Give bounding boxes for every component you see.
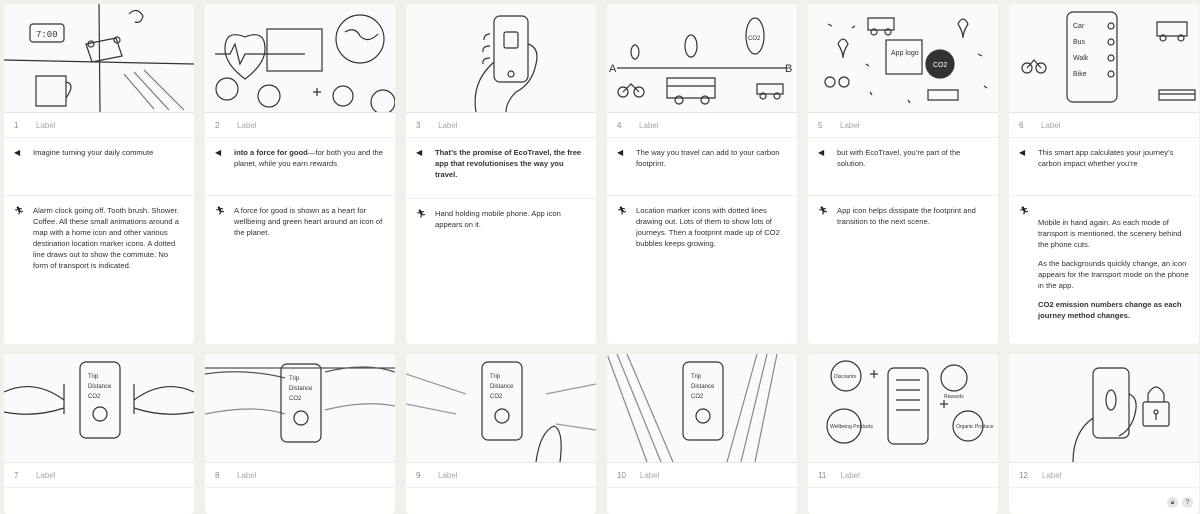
sketch-phone-rewards	[808, 354, 998, 462]
speaker-icon: ◀	[14, 148, 21, 157]
panel-label-row[interactable]	[4, 113, 194, 138]
panel-label[interactable]: Label	[1041, 120, 1061, 130]
panel-label[interactable]: Label	[639, 470, 660, 480]
sketch-logo-text: App logo	[891, 50, 919, 57]
panel-11[interactable]	[808, 354, 998, 514]
sketch-reward-text: Rewards	[944, 394, 964, 400]
panel-label-row[interactable]	[205, 463, 395, 488]
panel-sketch[interactable]	[607, 4, 797, 113]
sketch-footprints-a-to-b	[607, 4, 797, 112]
voiceover-bold-text: into a force for good	[234, 148, 308, 157]
panel-sketch[interactable]	[205, 4, 395, 113]
sketch-reward-text: Organic Produce	[956, 424, 994, 430]
speaker-icon: ◀	[617, 148, 624, 157]
action-text: Mobile in hand again. As each mode of transport is mentioned, the scenery behind the phone cuts.	[1038, 218, 1182, 249]
action-text: As the backgrounds quickly change, an icon appears for the transport mode on the phone in the app.	[1038, 259, 1189, 290]
sketch-car-text: Car	[1073, 23, 1085, 30]
sketch-app-logo-co2	[808, 4, 998, 112]
running-figure-icon: 🏃︎	[416, 209, 427, 218]
panel-8[interactable]	[205, 354, 395, 514]
help-icon[interactable]: ?	[1182, 497, 1193, 508]
panel-label-row[interactable]	[406, 463, 596, 488]
action-section[interactable]	[607, 196, 797, 267]
panel-label[interactable]: Label	[438, 120, 458, 130]
action-text: A force for good is shown as a heart for wellbeing and green heart around an icon of the planet.	[234, 206, 383, 237]
sketch-alarm-clock-coffee-map	[4, 4, 194, 112]
sketch-distance-text: Distance	[490, 384, 514, 390]
running-figure-icon: 🏃︎	[617, 206, 628, 215]
panel-sketch[interactable]	[406, 354, 596, 463]
panel-number: 4	[617, 120, 622, 130]
sketch-distance-text: Distance	[289, 386, 313, 392]
speaker-icon: ◀	[818, 148, 825, 157]
panel-1[interactable]	[4, 4, 194, 344]
sketch-distance-text: Distance	[691, 384, 715, 390]
panel-number: 3	[416, 120, 421, 130]
speaker-icon: ◀	[416, 148, 423, 157]
panel-label[interactable]: Label	[237, 120, 257, 130]
voiceover-section[interactable]	[1009, 138, 1199, 196]
action-section[interactable]	[406, 199, 596, 248]
panel-label-row[interactable]	[1009, 463, 1199, 488]
panel-sketch[interactable]	[4, 4, 194, 113]
panel-2[interactable]	[205, 4, 395, 344]
sketch-hand-holding-phone	[406, 4, 596, 112]
sketch-bike-text: Bike	[1073, 71, 1087, 78]
storyboard-grid	[4, 4, 1199, 514]
speaker-icon: ◀	[215, 148, 222, 157]
panel-sketch[interactable]	[4, 354, 194, 463]
sketch-co2-text: CO2	[289, 396, 302, 402]
action-text: Hand holding mobile phone. App icon appears on it.	[435, 209, 561, 229]
voiceover-text	[234, 147, 385, 169]
voiceover-section[interactable]	[406, 138, 596, 199]
action-text: Alarm clock going off. Tooth brush. Shower. Coffee. All these small animations around a map with a home icon and other various destination location marker icons. A dotted line draws out to show the commute. No form of transport is indicated.	[33, 206, 179, 270]
panel-label-row[interactable]	[808, 113, 998, 138]
panel-sketch[interactable]	[808, 4, 998, 113]
sketch-trip-text: Trip	[88, 374, 99, 380]
sketch-trip-text: Trip	[289, 376, 300, 382]
panel-sketch[interactable]	[1009, 4, 1199, 113]
action-bold-text: CO2 emission numbers change as each journey method changes.	[1038, 300, 1182, 320]
panel-number: 6	[1019, 120, 1024, 130]
sketch-heart-planet-rewards	[205, 4, 395, 112]
panel-label[interactable]: Label	[36, 470, 56, 480]
voiceover-rest-text: —for both you and the planet, while you earn rewards	[234, 148, 383, 168]
panel-label[interactable]: Label	[639, 120, 659, 130]
panel-3[interactable]	[406, 4, 596, 344]
sketch-trip-text: Trip	[691, 374, 702, 380]
sketch-distance-text: Distance	[88, 384, 112, 390]
panel-4[interactable]	[607, 4, 797, 344]
panel-number: 12	[1019, 470, 1028, 480]
sketch-co2-text: CO2	[933, 62, 948, 69]
sketch-phone-transport-modes	[1009, 4, 1199, 112]
panel-label-row[interactable]	[808, 463, 998, 488]
speaker-icon: ◀	[1019, 148, 1026, 157]
lock-icon[interactable]: 🔒︎	[1167, 497, 1178, 508]
action-section[interactable]	[1009, 196, 1199, 339]
panel-label-row[interactable]	[406, 113, 596, 138]
panel-9[interactable]	[406, 354, 596, 514]
panel-label-row[interactable]	[4, 463, 194, 488]
action-section[interactable]	[808, 196, 998, 245]
panel-7[interactable]	[4, 354, 194, 514]
voiceover-text: The way you travel can add to your carbon footprint.	[636, 148, 780, 168]
sketch-reward-text: Wellbeing Products	[830, 424, 873, 430]
action-text: App icon helps dissipate the footprint and transition to the next scene.	[837, 206, 976, 226]
panel-label[interactable]: Label	[36, 120, 56, 130]
panel-number: 2	[215, 120, 220, 130]
running-figure-icon: 🏃︎	[14, 206, 25, 215]
sketch-phone-lock	[1009, 354, 1199, 462]
sketch-co2-text: CO2	[691, 394, 704, 400]
panel-sketch[interactable]	[406, 4, 596, 113]
voiceover-text: but with EcoTravel, you’re part of the solution.	[837, 148, 961, 168]
sketch-co2-text: CO2	[88, 394, 101, 400]
panel-label-row[interactable]	[205, 113, 395, 138]
panel-label-row[interactable]	[607, 113, 797, 138]
panel-number: 10	[617, 470, 626, 480]
sketch-bus-text: Bus	[1073, 39, 1086, 46]
panel-sketch[interactable]	[607, 354, 797, 463]
action-section[interactable]	[205, 196, 395, 256]
sketch-b-text: B	[785, 63, 793, 75]
panel-6[interactable]	[1009, 4, 1199, 344]
action-section[interactable]	[4, 196, 194, 289]
panel-label[interactable]: Label	[237, 470, 257, 480]
panel-number: 11	[818, 470, 827, 480]
sketch-phone-on-bike-handlebar	[4, 354, 194, 462]
panel-sketch[interactable]	[1009, 354, 1199, 463]
sketch-trip-text: Trip	[490, 374, 501, 380]
voiceover-text: Imagine turning your daily commute	[33, 148, 154, 157]
voiceover-text: This smart app calculates your journey’s carbon impact whether you’re	[1038, 148, 1174, 168]
sketch-phone-walking	[406, 354, 596, 462]
corner-icons	[1167, 497, 1193, 508]
panel-label[interactable]: Label	[840, 470, 860, 480]
panel-label[interactable]: Label	[1041, 470, 1062, 480]
voiceover-section[interactable]	[4, 138, 194, 196]
panel-5[interactable]	[808, 4, 998, 344]
panel-number: 5	[818, 120, 823, 130]
voiceover-section[interactable]	[808, 138, 998, 196]
panel-number: 8	[215, 470, 220, 480]
voiceover-section[interactable]	[205, 138, 395, 196]
running-figure-icon: 🏃︎	[1019, 206, 1030, 215]
panel-number: 9	[416, 470, 421, 480]
panel-12[interactable]	[1009, 354, 1199, 514]
sketch-co2-text: CO2	[748, 36, 761, 42]
panel-label-row[interactable]	[1009, 113, 1199, 138]
action-text: Location marker icons with dotted lines drawing out. Lots of them to show lots of journeys. Then a footprint made up of CO2 bubbles keeps growing.	[636, 206, 780, 248]
panel-10[interactable]	[607, 354, 797, 514]
sketch-co2-text: CO2	[490, 394, 503, 400]
panel-sketch[interactable]	[808, 354, 998, 463]
panel-number: 7	[14, 470, 19, 480]
running-figure-icon: 🏃︎	[818, 206, 829, 215]
sketch-reward-text: Discounts	[834, 374, 856, 380]
sketch-walk-text: Walk	[1073, 55, 1089, 62]
voiceover-text: That’s the promise of EcoTravel, the free app that revolutionises the way you travel.	[435, 148, 582, 179]
panel-number: 1	[14, 120, 19, 130]
sketch-phone-on-bus	[607, 354, 797, 462]
panel-label[interactable]: Label	[840, 120, 860, 130]
sketch-phone-in-car	[205, 354, 395, 462]
svg-text:7:00: 7:00	[36, 30, 58, 40]
sketch-a-text: A	[609, 63, 617, 75]
panel-sketch[interactable]	[205, 354, 395, 463]
running-figure-icon: 🏃︎	[215, 206, 226, 215]
voiceover-section[interactable]	[607, 138, 797, 196]
panel-label[interactable]: Label	[438, 470, 458, 480]
panel-label-row[interactable]	[607, 463, 797, 488]
